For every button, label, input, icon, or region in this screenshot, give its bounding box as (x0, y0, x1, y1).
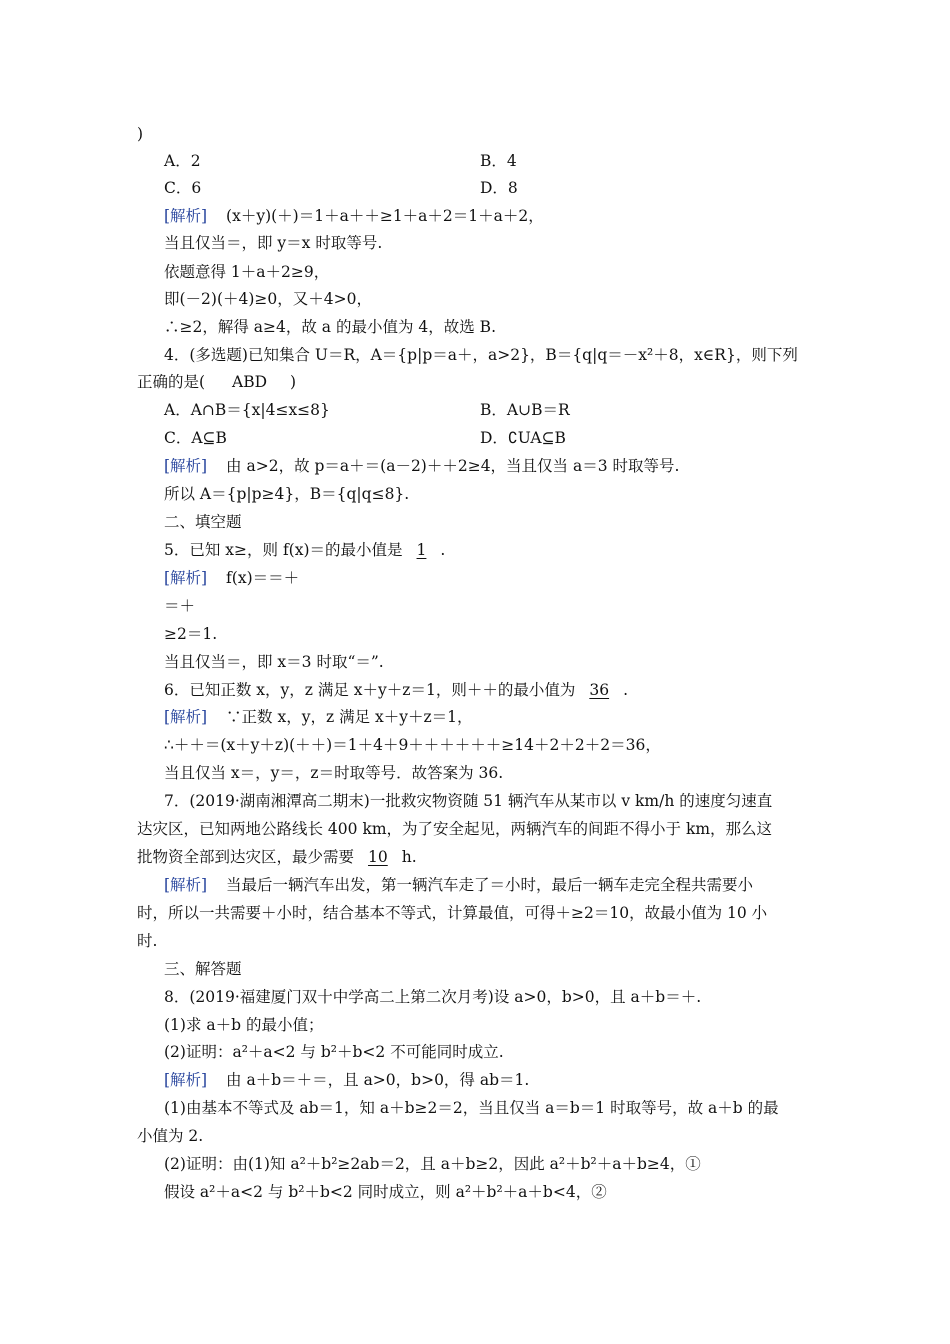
question-text: 6．已知正数 x，y，z 满足 x＋y＋z＝1，则＋＋的最小值为 (164, 681, 576, 699)
solution-text: ∵正数 x，y，z 满足 x＋y＋z＝1， (226, 708, 473, 726)
solution-line: 时. (137, 932, 158, 950)
question-6-stem (164, 680, 628, 700)
question-8-part: (1)求 a＋b 的最小值； (164, 1016, 324, 1034)
answer-blank: 1 (416, 541, 427, 559)
solution-text: 由 a>2，故 p＝a＋＝(a－2)＋＋2≥4，当且仅当 a＝3 时取等号. (226, 457, 680, 475)
solution-line: 即(－2)(＋4)≥0，又＋4>0， (164, 290, 372, 308)
solution-line: 假设 a²＋a<2 与 b²＋b<2 同时成立，则 a²＋b²＋a＋b<4，② (164, 1183, 607, 1201)
question-7-stem: 7．(2019·湖南湘潭高二期末)一批救灾物资随 51 辆汽车从某市以 v km/h 的速度匀速直 (164, 792, 773, 810)
solution-label: [解析] (164, 457, 208, 475)
solution-line: 依题意得 1＋a＋2≥9， (164, 263, 330, 281)
solution-line: 当且仅当 x＝，y＝，z＝时取等号．故答案为 36. (164, 764, 504, 782)
option-b: B．A∪B＝R (480, 401, 570, 419)
solution-line: 当且仅当＝，即 x＝3 时取“＝”. (164, 653, 384, 671)
question-text: ) (289, 373, 297, 391)
question-8-part: (2)证明：a²＋a<2 与 b²＋b<2 不可能同时成立. (164, 1043, 504, 1061)
solution-line (164, 1070, 529, 1090)
question-text: 正确的是( (137, 373, 206, 391)
option-b: B．4 (480, 152, 517, 170)
solution-line: ∴≥2，解得 a≥4，故 a 的最小值为 4，故选 B. (164, 318, 496, 336)
option-a: A．A∩B＝{x|4≤x≤8} (164, 401, 330, 419)
solution-line (164, 875, 753, 895)
option-d: D．8 (480, 179, 518, 197)
option-c: C．A⊆B (164, 429, 227, 447)
answer-blank: 10 (368, 848, 388, 866)
solution-line: ∴＋＋＝(x＋y＋z)(＋＋)＝1＋4＋9＋＋＋＋＋＋≥14＋2＋2＋2＝36， (164, 736, 661, 754)
answer-value: ABD (232, 373, 268, 391)
question-text: 5．已知 x≥，则 f(x)＝的最小值是 (164, 541, 403, 559)
solution-line: ＝＋ (164, 597, 196, 615)
solution-line (164, 568, 299, 588)
solution-text: 由 a＋b＝＋＝，且 a>0，b>0，得 ab＝1. (226, 1071, 530, 1089)
question-text: h. (401, 848, 417, 866)
solution-label: [解析] (164, 876, 208, 894)
section-heading: 二、填空题 (164, 513, 242, 531)
solution-line: ≥2＝1. (164, 625, 218, 643)
question-text: 批物资全部到达灾区，最少需要 (137, 848, 355, 866)
solution-line: (2)证明：由(1)知 a²＋b²≥2ab＝2，且 a＋b≥2，因此 a²＋b²＋a＋b≥4，① (164, 1155, 701, 1173)
solution-text: f(x)＝＝＋ (226, 569, 300, 587)
section-heading: 三、解答题 (164, 960, 242, 978)
solution-line: 所以 A＝{p|p≥4}，B＝{q|q≤8}. (164, 485, 410, 503)
question-7-stem-cont (137, 847, 417, 867)
question-4-stem: 4．(多选题)已知集合 U＝R，A＝{p|p＝a＋，a>2}，B＝{q|q＝－x²＋8，x∈R}，则下列 (164, 346, 798, 364)
solution-label: [解析] (164, 708, 208, 726)
solution-line (164, 707, 473, 727)
solution-line: (1)由基本不等式及 ab＝1，知 a＋b≥2＝2，当且仅当 a＝b＝1 时取等号，故 a＋b 的最 (164, 1099, 779, 1117)
answer-blank: 36 (589, 681, 610, 699)
question-5-stem (164, 540, 445, 560)
question-text: . (440, 541, 446, 559)
question-7-stem-cont: 达灾区，已知两地公路线长 400 km，为了安全起见，两辆汽车的间距不得小于 km，那么这 (137, 820, 773, 838)
solution-text: (x＋y)(＋)＝1＋a＋＋≥1＋a＋2＝1＋a＋2， (226, 207, 544, 225)
solution-text: 当最后一辆汽车出发，第一辆汽车走了＝小时，最后一辆车走完全程共需要小 (226, 876, 754, 894)
question-8-stem: 8．(2019·福建厦门双十中学高二上第二次月考)设 a>0，b>0，且 a＋b＝＋. (164, 988, 702, 1006)
solution-label: [解析] (164, 569, 208, 587)
solution-label: [解析] (164, 1071, 208, 1089)
option-a: A．2 (164, 152, 201, 170)
question-text: . (623, 681, 629, 699)
solution-line (164, 206, 544, 226)
solution-line: 时，所以一共需要＋小时，结合基本不等式，计算最值，可得＋≥2＝10，故最小值为 10 小 (137, 904, 768, 922)
option-c: C．6 (164, 179, 202, 197)
text-line: ) (137, 125, 144, 143)
question-4-stem-cont (137, 372, 296, 392)
solution-label: [解析] (164, 207, 208, 225)
solution-line: 当且仅当＝，即 y＝x 时取等号. (164, 234, 383, 252)
solution-line: 小值为 2. (137, 1127, 204, 1145)
option-d: D．∁UA⊆B (480, 429, 566, 447)
solution-line (164, 456, 679, 476)
